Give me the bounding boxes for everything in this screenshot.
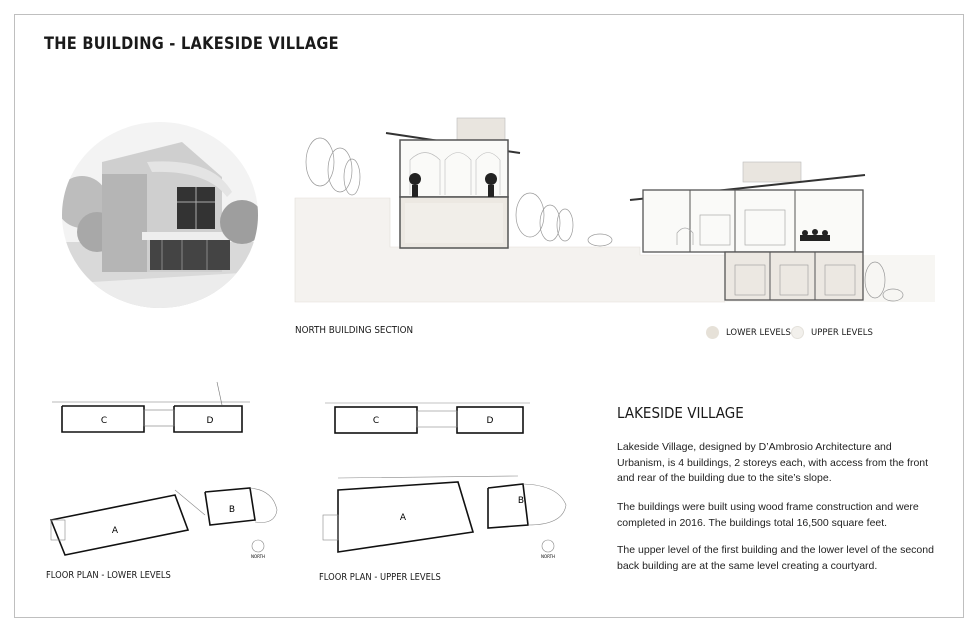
description-paragraph-2: The buildings were built using wood frame construction and were completed in 2016. The buildings total 16,500 square feet. xyxy=(617,501,919,529)
plan-upper-ab xyxy=(318,470,583,565)
room-label-b-lower: B xyxy=(228,505,236,515)
room-label-b-upper: B xyxy=(517,496,525,506)
north-arrow-label-upper: NORTH xyxy=(540,554,556,559)
section-caption: NORTH BUILDING SECTION xyxy=(295,325,414,336)
plan-upper-cd xyxy=(325,395,535,443)
legend-lower-levels xyxy=(706,326,791,339)
description-heading: LAKESIDE VILLAGE xyxy=(617,404,744,422)
description-paragraph-1: Lakeside Village, designed by D’Ambrosio Architecture and Urbanism, is 4 buildings, 2 storeys each, with access from the front and rear of the building due to the site’s slope. xyxy=(617,441,929,484)
plan-lower-cd xyxy=(52,380,252,440)
building-photo xyxy=(62,122,258,308)
floor-plan-upper-caption: FLOOR PLAN - UPPER LEVELS xyxy=(319,572,441,583)
legend-upper-swatch xyxy=(791,326,804,339)
legend-lower-swatch xyxy=(706,326,719,339)
legend-upper-levels xyxy=(791,326,873,339)
room-label-d-upper: D xyxy=(486,416,494,426)
north-arrow-label-lower: NORTH xyxy=(250,554,266,559)
legend-upper-label: UPPER LEVELS xyxy=(811,328,873,338)
legend-lower-label: LOWER LEVELS xyxy=(726,328,791,338)
plan-lower-ab xyxy=(45,470,285,562)
room-label-c-upper: C xyxy=(372,416,380,426)
north-building-section-drawing xyxy=(295,115,940,307)
room-label-a-upper: A xyxy=(399,513,407,523)
floor-plan-lower-caption: FLOOR PLAN - LOWER LEVELS xyxy=(46,570,171,581)
room-label-c-lower: C xyxy=(100,416,108,426)
room-label-d-lower: D xyxy=(206,416,214,426)
room-label-a-lower: A xyxy=(111,526,119,536)
description-paragraph-3: The upper level of the first building and the lower level of the second back building are at the same level creating a courtyard. xyxy=(617,544,934,572)
page-title: THE BUILDING - LAKESIDE VILLAGE xyxy=(44,34,339,54)
